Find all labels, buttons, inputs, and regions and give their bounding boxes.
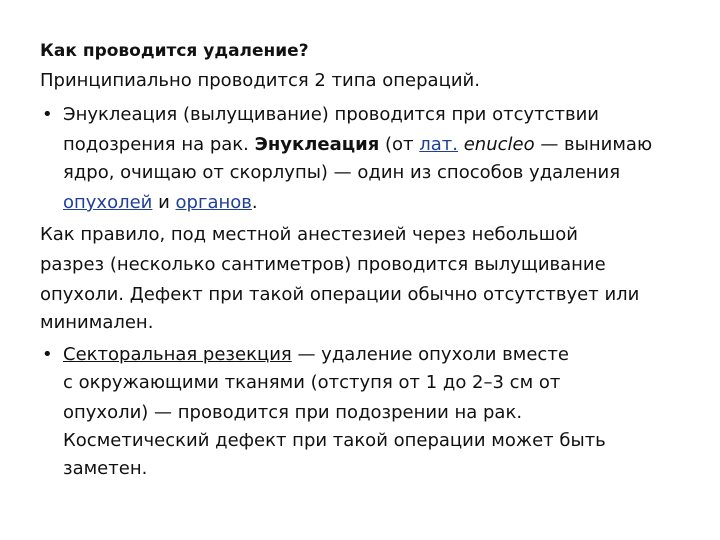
item1-text-a: подозрения на рак. — [63, 134, 255, 155]
item2-line5: заметен. — [63, 458, 148, 479]
enucleation-term: Энуклеация — [254, 134, 380, 155]
tumors-link[interactable]: опухолей — [63, 192, 153, 213]
item2-text-rest: — удаление опухоли вместе — [291, 344, 569, 365]
item2-line4: Косметический дефект при такой операции может быть — [63, 430, 606, 451]
item1-line1: Энуклеация (вылущивание) проводится при отсутствии — [63, 104, 599, 125]
para-line4: минимален. — [40, 312, 154, 333]
item1-line3: ядро, очищаю от скорлупы) — один из способов удаления — [63, 162, 621, 183]
item2-line1 — [63, 342, 569, 368]
item1-text-d: — вынимаю — [534, 134, 653, 155]
bullet-marker: • — [42, 344, 53, 365]
para-line1: Как правило, под местной анестезией через небольшой — [40, 224, 578, 245]
bullet-marker: • — [42, 104, 53, 125]
item1-text-and: и — [152, 192, 176, 213]
para-line3: опухоли. Дефект при такой операции обычно отсутствует или — [40, 284, 640, 305]
sectoral-resection-link[interactable]: Секторальная резекция — [63, 344, 292, 365]
slide-title: Как проводится удаление? — [40, 41, 309, 61]
item2-line2: с окружающими тканями (отступя от 1 до 2–3 см от — [63, 372, 561, 393]
latin-word: enucleo — [463, 134, 535, 155]
item1-text-b: (от — [379, 134, 420, 155]
item1-line4 — [63, 190, 258, 216]
latin-link[interactable]: лат. — [419, 134, 458, 155]
para-line2: разрез (несколько сантиметров) проводится вылущивание — [40, 254, 606, 275]
item1-text-end: . — [251, 192, 258, 213]
intro-text: Принципиально проводится 2 типа операций. — [40, 70, 480, 91]
item1-line2 — [63, 132, 652, 158]
item2-line3: опухоли) — проводится при подозрении на рак. — [63, 402, 523, 423]
organs-link[interactable]: органов — [175, 192, 252, 213]
